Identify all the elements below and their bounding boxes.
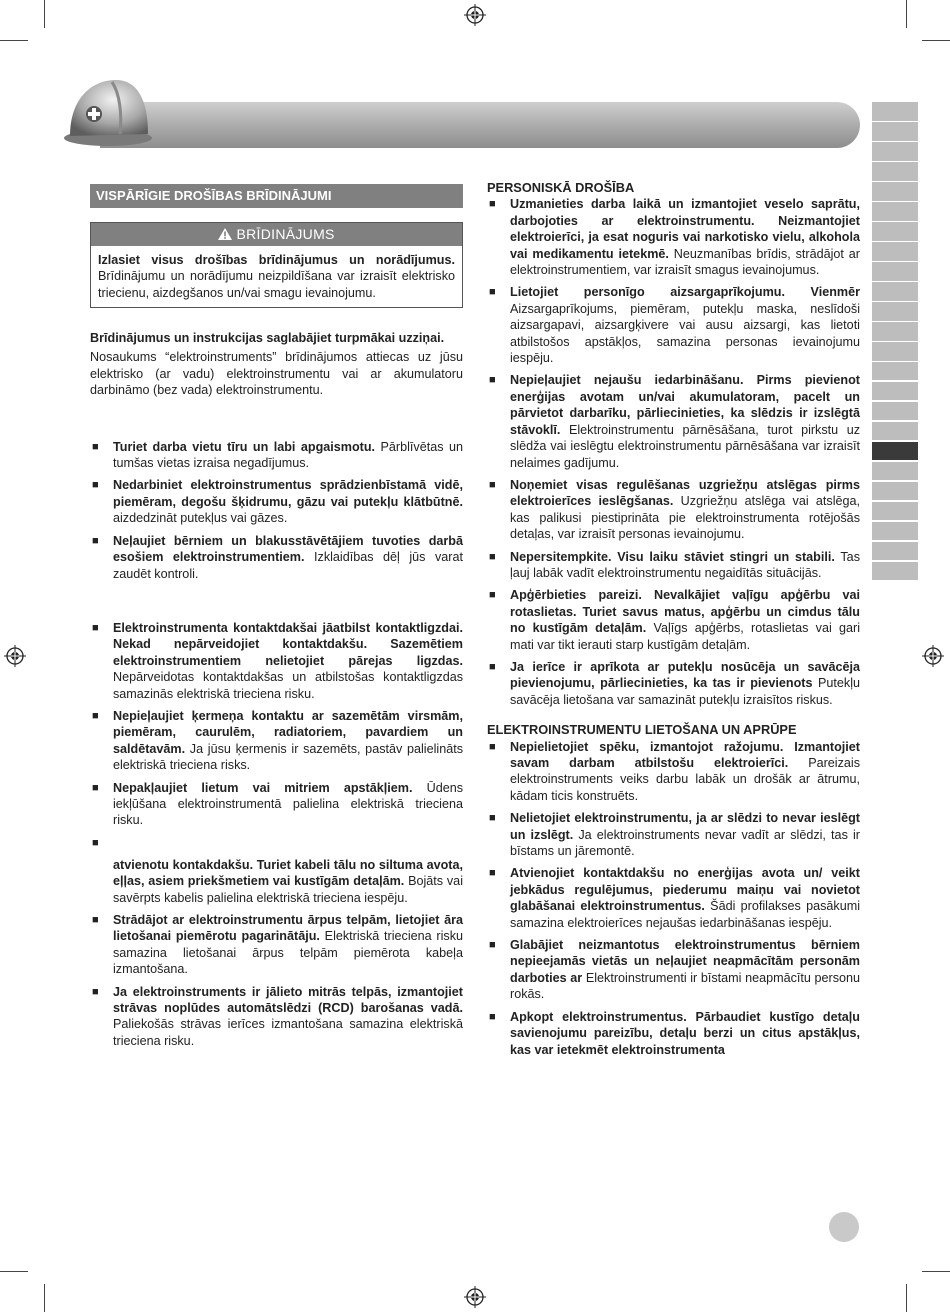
bullet-icon: ■ (489, 478, 496, 491)
bullet-icon: ■ (489, 1010, 496, 1023)
side-tab (872, 102, 918, 121)
list-item: ■ Uzmanieties darba laikā un izmantojiet veselo saprātu, darbojoties ar elektroinstrumentu. Neizmantojiet elektroierīci, ja esat noguris vai narkotisko vielu, alkohola vai medikamentu ietekmē. Neuzmanības brīdis, strādājot ar elektroinstrumentiem, var izraisīt smagus ievainojumus. (489, 197, 861, 278)
warning-body (91, 246, 462, 307)
list-item: ■ Nepieļaujiet nejaušu iedarbināšanu. Pirms pievienot enerģijas avotam un/vai akumulatoram, pacelt un pārvietot darbarīku, pārliecinieties, ka slēdzis ir izslēgtā stāvoklī. Elektroinstrumentu pārnēsāšana, turot pirkstu uz slēdža vai ieslēgtu elektroinstrumentu pārnēsāšana var izraisīt nelaimes gadījumu. (489, 373, 860, 470)
crop-mark (906, 1284, 907, 1312)
bullet-icon: ■ (92, 914, 99, 926)
bullet-icon: ■ (92, 479, 99, 492)
side-tab (872, 222, 918, 241)
side-tab (872, 202, 918, 221)
crop-mark (922, 40, 950, 41)
bullet-icon: ■ (489, 740, 496, 753)
tool-use-list (487, 739, 860, 1058)
side-tab (872, 282, 918, 301)
personal-safety-list (487, 196, 860, 708)
list-item: ■ Apkopt elektroinstrumentus. Pārbaudiet kustīgo detaļu savienojumu pareizību, detaļu berzi un citus apstākļus, kas var ietekmēt elektroinstrumenta (489, 1009, 860, 1057)
side-tab (872, 342, 918, 361)
crop-mark (906, 0, 907, 28)
side-tab (872, 162, 918, 181)
registration-mark-icon (464, 4, 486, 26)
side-tab (872, 182, 918, 201)
bullet-icon: ■ (489, 812, 496, 825)
side-tab (872, 502, 918, 521)
side-tab (872, 522, 918, 541)
bullet-icon: ■ (92, 709, 99, 722)
side-tab (872, 362, 918, 381)
list-item: ■ Nepakļaujiet lietum vai mitriem apstākļiem. Ūdens iekļūšana elektroinstrumentā palielina elektriskā trieciena risku. (92, 780, 463, 828)
list-item: ■ Noņemiet visas regulēšanas uzgriežņu atslēgas pirms elektroierīces ieslēgšanas. Uzgriežņu atslēga vai atslēga, kas palikusi piestiprināta pie elektroinstrumenta rotējošās detaļas, var izraisīt personas ievainojumu. (489, 477, 861, 542)
bullet-icon: ■ (489, 374, 496, 387)
list-item: ■ Lietojiet personīgo aizsargaprīkojumu. Vienmēr Aizsargaprīkojums, piemēram, putekļu maska, neslīdoši aizsargapavi, aizsargķivere vai ausu aizsargi, kas lietoti atbilstošos apstākļos, samazina personas ievainojumu iespēju. (489, 285, 860, 366)
section-title: VISPĀRĪGIE DROŠĪBAS BRĪDINĀJUMI (90, 184, 463, 208)
list-item: ■ Turiet darba vietu tīru un labi apgaismotu. Pārblīvētas un tumšas vietas izraisa negadījumus. (92, 439, 463, 471)
list-item: ■ Neļaujiet bērniem un blakusstāvētājiem tuvoties darbā esošiem elektroinstrumentiem. Izklaidības dēļ jūs varat zaudēt kontroli. (92, 533, 463, 581)
work-area-list (90, 439, 463, 582)
right-column (487, 180, 860, 1064)
list-item: ■ Apģērbieties pareizi. Nevalkājiet vaļīgu apģērbu vai rotaslietas. Turiet savus matus, apģērbu un cimdus tālu no kustīgām detaļām. Vaļīgs apģērbs, rotaslietas vai gari mati var tikt ierauti starp kustīgām detaļām. (489, 588, 860, 652)
save-instructions: Brīdinājumus un instrukcijas saglabājiet turpmākai uzziņai. (90, 331, 445, 346)
side-tab (872, 402, 918, 421)
side-tab (872, 322, 918, 341)
bullet-icon: ■ (489, 867, 496, 880)
crop-mark (0, 40, 28, 41)
side-tab (872, 142, 918, 161)
term-definition: Nosaukums “elektroinstruments” brīdinājumos attiecas uz jūsu elektrisko (ar vadu) elektroinstrumentu vai ar akumulatoru darbināmo (bez vada) elektroinstrumentu. (90, 350, 463, 398)
tool-use-title: ELEKTROINSTRUMENTU LIETOŠANA UN APRŪPE (487, 722, 797, 738)
side-tab (872, 382, 918, 401)
bullet-icon: ■ (92, 781, 99, 794)
warning-box (90, 222, 463, 308)
personal-safety-title: PERSONISKĀ DROŠĪBA (487, 180, 635, 195)
registration-mark-icon (922, 645, 944, 667)
bullet-icon: ■ (489, 939, 496, 952)
header-band (100, 102, 860, 148)
warning-bold: Izlasiet visus drošības brīdinājumus un norādījumus. (98, 252, 455, 267)
list-item: ■ Glabājiet neizmantotus elektroinstrumentus bērniem nepieejamās vietās un neļaujiet neapmācītām personām darboties ar Elektroinstrumenti ir bīstami neapmācītu personu rokās. (489, 938, 861, 1002)
bullet-icon: ■ (92, 621, 99, 634)
warning-header (91, 223, 462, 245)
left-column (90, 184, 463, 1055)
list-item: ■ Ja elektroinstruments ir jālieto mitrās telpās, izmantojiet strāvas noplūdes automātslēdzi (RCD) barošanas vadā. Paliekošās strāvas ierīces izmantošana samazina elektriskā trieciena risku. (92, 984, 463, 1048)
warning-triangle-icon (218, 228, 232, 240)
warning-text: Brīdinājumu un norādījumu neizpildīšana var izraisīt elektrisko triecienu, aizdegšanos un/vai smagu ievainojumu. (98, 269, 455, 300)
warning-title: BRĪDINĀJUMS (236, 226, 335, 243)
list-item: ■ Strādājot ar elektroinstrumentu ārpus telpām, lietojiet āra lietošanai piemērotu pagarinātāju. Elektriskā trieciena risku samazina lietošanai ārpus telpām piemērota kabeļa izmantošana. (92, 913, 463, 977)
side-tab (872, 562, 918, 581)
bullet-icon: ■ (489, 550, 496, 563)
side-tab (872, 122, 918, 141)
bullet-icon: ■ (92, 836, 99, 849)
crop-mark (0, 1271, 28, 1272)
registration-mark-icon (464, 1286, 486, 1308)
list-item: ■ Nepersitempkite. Visu laiku stāviet stingri un stabili. Tas ļauj labāk vadīt elektroinstrumentu negaidītās situācijās. (489, 549, 860, 580)
side-tab-strip (872, 102, 918, 582)
side-tab (872, 542, 918, 561)
bullet-icon: ■ (489, 589, 496, 602)
list-item: ■ Nedarbiniet elektroinstrumentus sprādzienbīstamā vidē, piemēram, degošu šķidrumu, gāzu vai putekļu klātbūtnē. aizdedzināt putekļus vai gāzes. (92, 478, 463, 526)
crop-mark (44, 1284, 45, 1312)
side-tab (872, 462, 918, 481)
page-number-marker (829, 1212, 859, 1242)
crop-mark (922, 1271, 950, 1272)
bullet-icon: ■ (489, 660, 496, 673)
list-item: ■ Ja ierīce ir aprīkota ar putekļu nosūcēja un savācēja pievienojumu, pārliecinieties, ka tas ir pievienots Putekļu savācēja lietošana var samazināt putekļu izraisītos riskus. (489, 659, 860, 707)
electrical-safety-list (90, 620, 463, 1049)
list-item: ■ Nelietojiet elektroinstrumentu, ja ar slēdzi to nevar ieslēgt un izslēgt. Ja elektroinstruments nevar vadīt ar slēdzi, tas ir bīstams un jāremontē. (489, 811, 860, 859)
bullet-icon: ■ (489, 286, 496, 299)
list-item: ■ Nepieļaujiet ķermeņa kontaktu ar sazemētām virsmām, piemēram, caurulēm, radiatoriem, pavardiem un saldētavām. Ja jūsu ķermenis ir sazemēts, pastāv palielināts elektriskā trieciena risks. (92, 708, 463, 773)
bullet-icon: ■ (92, 440, 99, 453)
side-tab (872, 482, 918, 501)
side-tab (872, 262, 918, 281)
list-item: ■ Elektroinstrumenta kontaktdakšai jāatbilst kontaktligzdai. Nekad nepārveidojiet kontaktdakšu. Sazemētiem elektroinstrumentiem nelietojiet pārejas ligzdas. Nepārveidotas kontaktdakšas un atbilstošas kontaktligzdas samazinās elektriskā trieciena risku. (92, 620, 463, 701)
side-tab (872, 302, 918, 321)
list-item: ■ atvienotu kontakdakšu. Turiet kabeli tālu no siltuma avota, eļļas, asiem priekšmetiem vai kustīgām detaļām. Bojāts vai savērpts kabelis palielina elektriskā trieciena iespēju. (92, 836, 463, 905)
bullet-icon: ■ (489, 198, 496, 211)
list-item: ■ Atvienojiet kontaktdakšu no enerģijas avota un/ veikt jebkādus regulējumus, piederumu maiņu vai novietot glabāšanai elektroinstrumentus. Šādi profilakses pasākumi samazina elektroierīces nejaušas iedarbināšanas iespēju. (489, 866, 860, 930)
crop-mark (44, 0, 45, 28)
list-item: ■ Nepielietojiet spēku, izmantojot ražojumu. Izmantojiet savam darbam atbilstošu elektroierīci. Pareizais elektroinstruments veiks darbu labāk un drošāk ar ātrumu, kādam ticis konstruēts. (489, 739, 860, 803)
side-tab (872, 422, 918, 441)
safety-helmet-icon (62, 74, 154, 148)
bullet-icon: ■ (92, 534, 99, 547)
side-tab (872, 242, 918, 261)
side-tab-active (872, 442, 918, 461)
bullet-icon: ■ (92, 985, 99, 998)
registration-mark-icon (4, 645, 26, 667)
